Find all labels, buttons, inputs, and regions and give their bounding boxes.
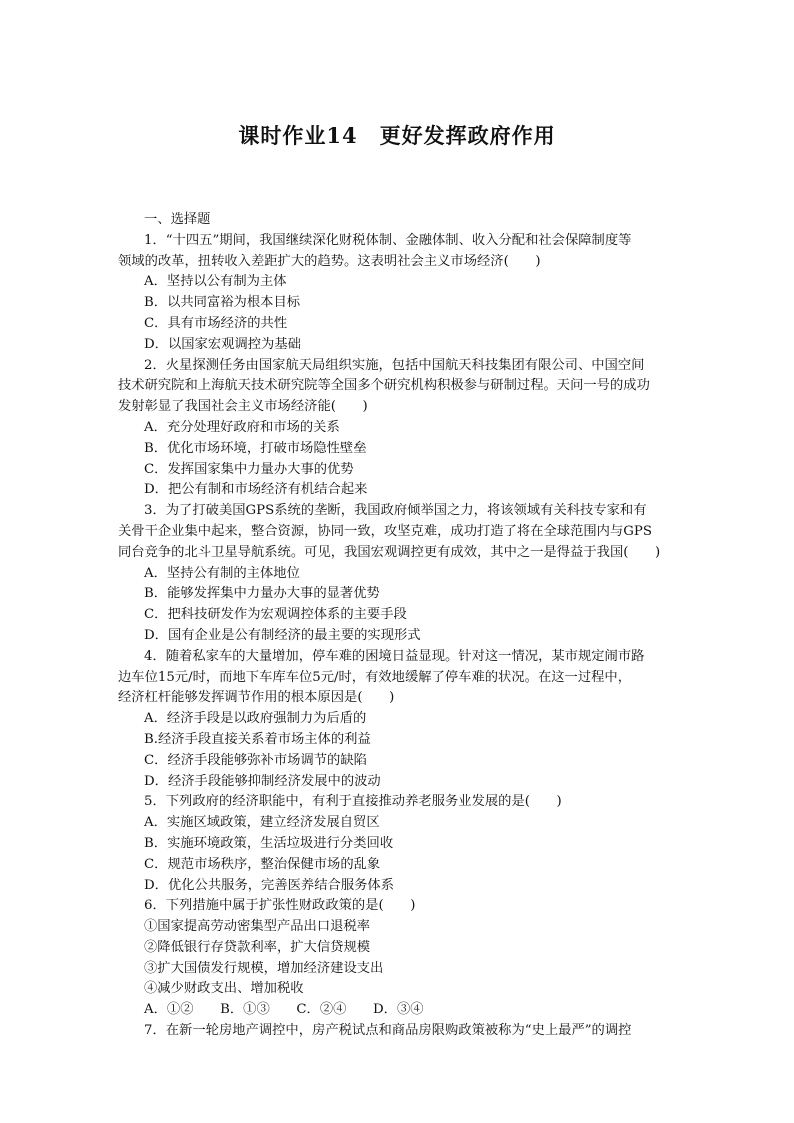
question-block bbox=[118, 231, 676, 356]
question-stem-line: 边车位15元/时，而地下车库车位5元/时，有效地缓解了停车难的状况。在这一过程中， bbox=[118, 669, 632, 685]
answer-option: B．能够发挥集中力量办大事的显著优势 bbox=[144, 586, 380, 602]
answer-option: C．具有市场经济的共性 bbox=[144, 315, 288, 331]
answer-option: C．发挥国家集中力量办大事的优势 bbox=[144, 461, 354, 477]
section-heading: 一、选择题 bbox=[144, 212, 211, 227]
answer-option: D．国有企业是公有制经济的最主要的实现形式 bbox=[144, 627, 421, 643]
answer-option: C．经济手段能够弥补市场调节的缺陷 bbox=[144, 752, 367, 768]
question-stem-line: 6．下列措施中属于扩张性财政政策的是( ) bbox=[144, 898, 416, 914]
answer-option: ①国家提高劳动密集型产品出口退税率 bbox=[144, 919, 371, 935]
answer-option: D．把公有制和市场经济有机结合起来 bbox=[144, 482, 368, 498]
answer-option: D．以国家宏观调控为基础 bbox=[144, 336, 301, 352]
question-stem-line: 3．为了打破美国GPS系统的垄断，我国政府倾举国之力，将该领域有关科技专家和有 bbox=[144, 503, 647, 519]
question-stem-line: 2．火星探测任务由国家航天局组织实施，包括中国航天科技集团有限公司、中国空间 bbox=[144, 357, 645, 373]
answer-option: ③扩大国债发行规模，增加经济建设支出 bbox=[144, 960, 384, 976]
question-stem-line: 1．“十四五”期间，我国继续深化财税体制、金融体制、收入分配和社会保障制度等 bbox=[144, 232, 632, 248]
answer-option: ④减少财政支出、增加税收 bbox=[144, 981, 304, 997]
answer-option: A．经济手段是以政府强制力为后盾的 bbox=[144, 711, 367, 727]
page-title: 课时作业14 更好发挥政府作用 bbox=[238, 123, 556, 148]
answer-option: C．规范市场秩序，整治保健市场的乱象 bbox=[144, 856, 381, 872]
question-block bbox=[118, 647, 676, 793]
question-stem-line: 5．下列政府的经济职能中，有利于直接推动养老服务业发展的是( ) bbox=[144, 794, 562, 810]
question-stem-line: 4．随着私家车的大量增加，停车难的困境日益显现。针对这一情况，某市规定闹市路 bbox=[144, 648, 645, 664]
answer-option: D．优化公共服务，完善医养结合服务体系 bbox=[144, 877, 395, 893]
answer-option: B．实施环境政策，生活垃圾进行分类回收 bbox=[144, 835, 394, 851]
answer-option: B．优化市场环境，打破市场隐性壁垒 bbox=[144, 440, 367, 456]
question-stem-line: 领域的改革，扭转收入差距扩大的趋势。这表明社会主义市场经济( ) bbox=[118, 253, 541, 269]
question-block bbox=[118, 1021, 676, 1042]
question-block bbox=[118, 792, 676, 896]
question-block bbox=[118, 896, 676, 1021]
answer-option: A．坚持以公有制为主体 bbox=[144, 274, 287, 290]
answer-option: B．以共同富裕为根本目标 bbox=[144, 295, 301, 311]
answer-option: A．实施区域政策，建立经济发展自贸区 bbox=[144, 815, 380, 831]
answer-option: A．充分处理好政府和市场的关系 bbox=[144, 419, 340, 435]
question-stem-line: 同台竞争的北斗卫星导航系统。可见，我国宏观调控更有成效，其中之一是得益于我国( ) bbox=[118, 544, 661, 560]
answer-option: C．把科技研发作为宏观调控体系的主要手段 bbox=[144, 607, 407, 623]
question-stem-line: 经济杠杆能够发挥调节作用的根本原因是( ) bbox=[118, 690, 395, 706]
question-content bbox=[118, 210, 676, 1042]
question-block bbox=[118, 501, 676, 647]
answer-option: A．①② B．①③ C．②④ D．③④ bbox=[144, 1002, 424, 1018]
question-stem-line: 7．在新一轮房地产调控中，房产税试点和商品房限购政策被称为“史上最严”的调控 bbox=[144, 1023, 632, 1039]
answer-option: A．坚持公有制的主体地位 bbox=[144, 565, 300, 581]
question-stem-line: 关骨干企业集中起来，整合资源，协同一致，攻坚克难，成功打造了将在全球范围内与GPS bbox=[118, 523, 652, 539]
question-stem-line: 发射彰显了我国社会主义市场经济能( ) bbox=[118, 399, 368, 415]
question-block bbox=[118, 356, 676, 502]
answer-option: D．经济手段能够抑制经济发展中的波动 bbox=[144, 773, 381, 789]
answer-option: ②降低银行存贷款利率，扩大信贷规模 bbox=[144, 939, 371, 955]
question-stem-line: 技术研究院和上海航天技术研究院等全国多个研究机构积极参与研制过程。天问一号的成功 bbox=[118, 378, 650, 394]
answer-option: B.经济手段直接关系着市场主体的利益 bbox=[144, 731, 371, 747]
